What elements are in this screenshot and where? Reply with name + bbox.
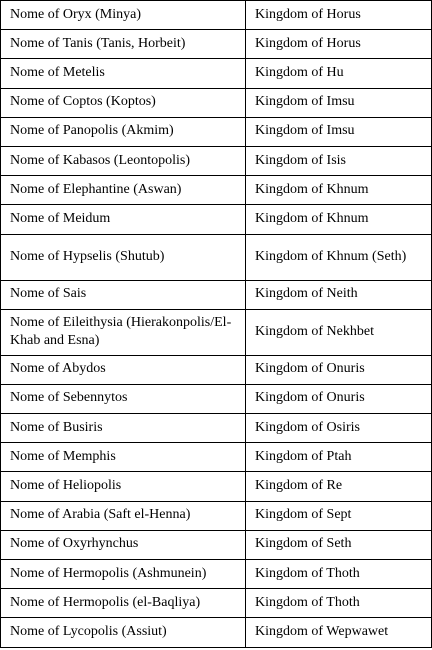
- nome-cell: Nome of Hermopolis (Ashmunein): [1, 560, 246, 589]
- table-row: [1, 88, 432, 117]
- table-body: [1, 1, 432, 648]
- table-row: [1, 618, 432, 647]
- kingdom-cell: Kingdom of Khnum: [246, 205, 432, 234]
- nome-cell: Nome of Sebennytos: [1, 384, 246, 413]
- kingdom-cell: Kingdom of Wepwawet: [246, 618, 432, 647]
- nome-cell: Nome of Oxyrhynchus: [1, 530, 246, 559]
- kingdom-cell: Kingdom of Khnum: [246, 176, 432, 205]
- kingdom-cell: Kingdom of Onuris: [246, 355, 432, 384]
- nome-cell: Nome of Tanis (Tanis, Horbeit): [1, 30, 246, 59]
- kingdom-cell: Kingdom of Imsu: [246, 117, 432, 146]
- nome-cell: Nome of Hermopolis (el-Baqliya): [1, 589, 246, 618]
- kingdom-cell: Kingdom of Sept: [246, 501, 432, 530]
- table-row: [1, 355, 432, 384]
- nome-cell: Nome of Kabasos (Leontopolis): [1, 146, 246, 175]
- table-row: [1, 30, 432, 59]
- nome-cell: Nome of Coptos (Koptos): [1, 88, 246, 117]
- table-row: [1, 234, 432, 280]
- kingdom-cell: Kingdom of Ptah: [246, 443, 432, 472]
- table-row: [1, 472, 432, 501]
- table-row: [1, 146, 432, 175]
- table-row: [1, 117, 432, 146]
- nome-cell: Nome of Arabia (Saft el-Henna): [1, 501, 246, 530]
- table-row: [1, 1, 432, 30]
- table-row: [1, 560, 432, 589]
- table-row: [1, 589, 432, 618]
- kingdom-cell: Kingdom of Neith: [246, 280, 432, 309]
- kingdom-cell: Kingdom of Nekhbet: [246, 309, 432, 355]
- table-row: [1, 309, 432, 355]
- kingdom-cell: Kingdom of Osiris: [246, 414, 432, 443]
- kingdom-cell: Kingdom of Hu: [246, 59, 432, 88]
- nome-cell: Nome of Sais: [1, 280, 246, 309]
- table-row: [1, 59, 432, 88]
- kingdom-cell: Kingdom of Khnum (Seth): [246, 234, 432, 280]
- table-row: [1, 501, 432, 530]
- kingdom-cell: Kingdom of Re: [246, 472, 432, 501]
- table-row: [1, 176, 432, 205]
- nome-cell: Nome of Busiris: [1, 414, 246, 443]
- kingdom-cell: Kingdom of Onuris: [246, 384, 432, 413]
- kingdom-cell: Kingdom of Horus: [246, 1, 432, 30]
- nome-cell: Nome of Heliopolis: [1, 472, 246, 501]
- kingdom-cell: Kingdom of Horus: [246, 30, 432, 59]
- kingdom-cell: Kingdom of Seth: [246, 530, 432, 559]
- kingdom-cell: Kingdom of Isis: [246, 146, 432, 175]
- nome-cell: Nome of Lycopolis (Assiut): [1, 618, 246, 647]
- nome-cell: Nome of Memphis: [1, 443, 246, 472]
- nome-cell: Nome of Hypselis (Shutub): [1, 234, 246, 280]
- nome-cell: Nome of Meidum: [1, 205, 246, 234]
- nome-cell: Nome of Elephantine (Aswan): [1, 176, 246, 205]
- table-row: [1, 530, 432, 559]
- kingdom-cell: Kingdom of Thoth: [246, 560, 432, 589]
- nome-cell: Nome of Eileithysia (Hierakonpolis/El-Khab and Esna): [1, 309, 246, 355]
- table-row: [1, 414, 432, 443]
- kingdom-cell: Kingdom of Thoth: [246, 589, 432, 618]
- nome-cell: Nome of Metelis: [1, 59, 246, 88]
- table-row: [1, 384, 432, 413]
- nome-cell: Nome of Oryx (Minya): [1, 1, 246, 30]
- kingdom-cell: Kingdom of Imsu: [246, 88, 432, 117]
- table-row: [1, 280, 432, 309]
- nome-cell: Nome of Panopolis (Akmim): [1, 117, 246, 146]
- table-row: [1, 205, 432, 234]
- table-row: [1, 443, 432, 472]
- nome-cell: Nome of Abydos: [1, 355, 246, 384]
